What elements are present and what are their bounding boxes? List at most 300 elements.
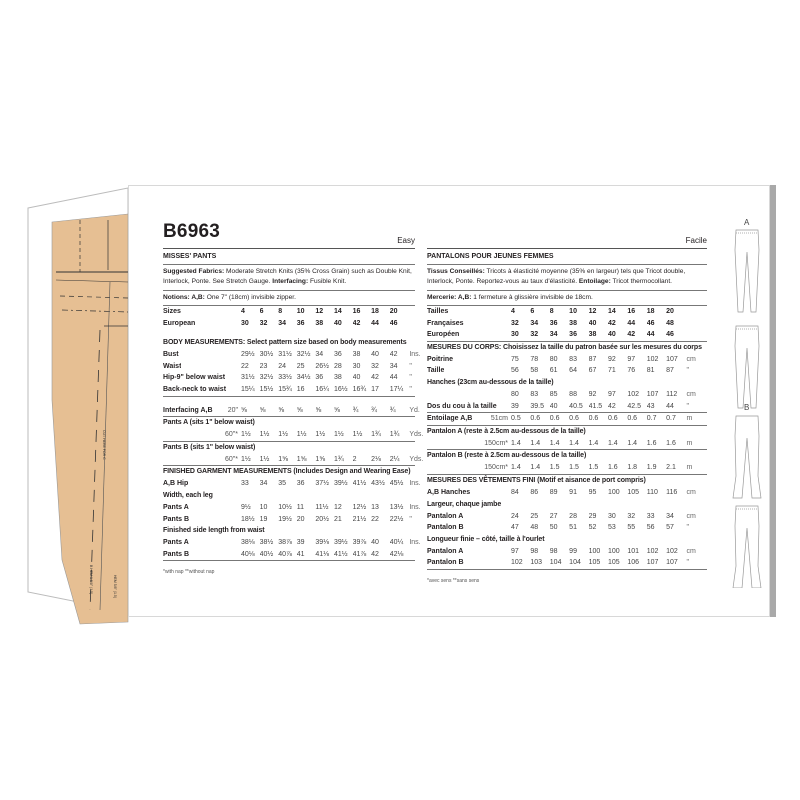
info-label: Suggested Fabrics: <box>163 267 225 275</box>
cell-value: 36 <box>569 331 577 339</box>
cell-value: 41⅞ <box>352 550 367 558</box>
cell-value: 1½ <box>352 431 363 439</box>
cell-value: 40 <box>607 331 616 339</box>
cell-value: 22 <box>371 515 379 523</box>
unit: cm <box>686 547 696 555</box>
cell-value: 116 <box>666 489 678 497</box>
cell-value: ¾ <box>352 406 359 414</box>
table-row <box>163 318 415 330</box>
cell-value: 38 <box>315 319 324 327</box>
unit: Ins. <box>409 351 421 359</box>
table-row <box>163 349 421 361</box>
pants-a-back-icon <box>735 326 759 408</box>
row-label-cell <box>427 306 511 318</box>
section-heading: Pants A (sits 1" below waist) <box>163 419 255 427</box>
cell-value: 1½ <box>278 431 288 439</box>
table-row <box>427 546 707 558</box>
cell-value: 51 <box>569 524 577 532</box>
cell-value: 19 <box>259 515 268 523</box>
row-label: A,B Hip <box>163 480 189 488</box>
cell-value: 24 <box>278 362 286 370</box>
cell-value: 0.6 <box>569 415 579 423</box>
cell-value: 86 <box>530 489 539 497</box>
row-label-cell <box>163 514 241 526</box>
pants-b-front-icon <box>733 416 761 498</box>
garment-title: MISSES' PANTS <box>163 249 415 265</box>
cell-value: 20 <box>389 308 398 316</box>
row-label-cell <box>163 384 241 396</box>
cell-value: 102 <box>666 547 678 555</box>
cell-value: 38⅛ <box>241 539 255 547</box>
view-a-label: A <box>744 218 750 227</box>
cell-value: 28 <box>333 362 342 370</box>
cell-value: 1½ <box>241 431 251 439</box>
cell-value: 104 <box>569 559 581 567</box>
table-row <box>427 462 707 475</box>
cell-value: 1.6 <box>666 439 676 447</box>
cell-value: 42 <box>607 402 616 410</box>
cell-value: 102 <box>646 355 659 363</box>
cell-value: 75 <box>511 355 519 363</box>
cell-value: 89 <box>549 489 558 497</box>
cell-value: 31½ <box>241 374 255 382</box>
cell-value: 42 <box>371 374 379 382</box>
table-row <box>427 318 707 330</box>
cell-value: 4 <box>241 308 245 316</box>
cell-value: ¾ <box>389 406 396 414</box>
cell-value: 2¼ <box>389 455 400 463</box>
cell-value: 21½ <box>352 515 367 523</box>
row-label-cell <box>163 318 241 330</box>
cell-value: 18 <box>371 308 379 316</box>
cell-value: 1.4 <box>588 439 599 447</box>
cell-value: 22 <box>241 362 249 370</box>
info-text: Tricots à élasticité moyenne (35% en largeur) tels que Tricot double, Interlock, Ponte. Reportez-vous au taux d'élasticité. <box>427 267 686 286</box>
cell-value: 56 <box>646 524 655 532</box>
line-drawings <box>727 218 777 588</box>
section-heading: Finished side length from waist <box>163 527 265 535</box>
cell-value: 4 <box>511 308 515 316</box>
cell-value: 10½ <box>278 504 292 512</box>
cell-value: 40⅛ <box>241 550 255 558</box>
cell-value: 105 <box>588 559 601 567</box>
cell-value: 36 <box>296 319 305 327</box>
row-label-cell <box>163 478 241 490</box>
cell-value: 40.5 <box>569 402 583 410</box>
cell-value: 34 <box>549 331 558 339</box>
cell-value: 11½ <box>315 504 329 512</box>
row-label: Interfacing A,B <box>163 406 213 414</box>
info-label: Tissus Conseillés: <box>427 267 485 275</box>
cell-value: 42.5 <box>627 402 641 410</box>
cell-value: 91 <box>569 489 577 497</box>
cell-value: ¾ <box>371 406 377 414</box>
cell-value: 38⅞ <box>278 539 292 547</box>
row-label-cell <box>427 546 511 558</box>
info-text: One 7" (18cm) invisible zipper. <box>204 293 296 301</box>
unit: cm <box>686 512 696 520</box>
cell-value: 112 <box>666 391 678 399</box>
cell-value: 8 <box>278 308 283 316</box>
cell-value: 8 <box>549 308 554 316</box>
cell-value: 44 <box>389 374 398 382</box>
table-row <box>427 401 707 414</box>
cell-value: 12 <box>315 308 324 316</box>
cell-value: ⅝ <box>296 406 303 414</box>
table-row <box>427 354 707 366</box>
cell-value: 38 <box>352 351 361 359</box>
cell-value: 105 <box>607 559 620 567</box>
cell-value: 2 <box>352 455 357 463</box>
pants-b-back-icon <box>733 506 761 588</box>
cell-value: 1.5 <box>549 464 560 472</box>
cell-value: 97 <box>607 391 616 399</box>
cell-value: 107 <box>646 391 659 399</box>
cell-value: ⅝ <box>333 406 340 414</box>
cell-value: 43½ <box>371 480 385 488</box>
cell-value: 13 <box>371 504 379 512</box>
difficulty-level: Easy <box>397 236 415 246</box>
cell-value: 40 <box>352 374 361 382</box>
unit: Ins. <box>409 480 421 488</box>
cell-value: 102 <box>627 391 640 399</box>
cell-value: 0.6 <box>588 415 599 423</box>
table-row <box>427 413 707 426</box>
cell-value: 1.5 <box>588 464 599 472</box>
cell-value: 58 <box>530 367 539 375</box>
cell-value: 0.6 <box>627 415 638 423</box>
cell-value: 92 <box>607 355 616 363</box>
row-label-cell <box>163 349 241 361</box>
row-label: Sizes <box>163 308 181 316</box>
cell-value: 42⅛ <box>389 550 404 558</box>
row-label: Pants B <box>163 550 190 558</box>
cell-value: 1.8 <box>627 464 638 472</box>
pants-illustrations <box>727 218 777 588</box>
row-label: Bust <box>163 351 179 359</box>
cell-value: 1.4 <box>530 464 541 472</box>
table-row <box>163 372 415 384</box>
table-row <box>163 514 415 526</box>
table-row <box>163 549 415 562</box>
cell-value: 20 <box>666 308 674 316</box>
footnote: *avec sens **sans sens <box>427 578 480 584</box>
cell-value: 32 <box>259 319 268 327</box>
table-row <box>427 522 707 534</box>
cell-value: 26½ <box>315 362 329 370</box>
difficulty-level: Facile <box>685 236 707 246</box>
cell-value: 38 <box>333 374 342 382</box>
table-row <box>427 511 707 523</box>
cell-value: 47 <box>511 524 519 532</box>
cell-value: 1½ <box>333 431 344 439</box>
cell-value: 24 <box>511 512 519 520</box>
row-label: Entoilage A,B <box>427 415 473 423</box>
row-label-cell <box>163 429 241 441</box>
cell-value: 40 <box>549 402 558 410</box>
row-label: A,B Hanches <box>427 489 471 497</box>
row-label: European <box>163 319 196 327</box>
cell-value: 0.6 <box>549 415 560 423</box>
cell-value: 30½ <box>259 351 274 359</box>
unit: Ins. <box>409 539 421 547</box>
cell-value: 17¼ <box>389 386 404 394</box>
table-row <box>163 384 415 397</box>
cell-value: 39⅛ <box>315 539 329 547</box>
cell-value: 34 <box>389 362 398 370</box>
cell-value: 34½ <box>296 374 311 382</box>
cell-value: 101 <box>627 547 640 555</box>
cell-value: 39 <box>511 402 519 410</box>
cell-value: 17 <box>371 386 379 394</box>
spacer <box>163 397 415 405</box>
cell-value: 30 <box>241 319 249 327</box>
section-heading: FINISHED GARMENT MEASUREMENTS (Includes Design and Wearing Ease) <box>163 468 411 476</box>
cell-value: 16 <box>296 386 305 394</box>
info-text: 1 fermeture à glissière invisible de 18cm. <box>471 293 593 301</box>
row-label-cell <box>427 557 511 569</box>
table-row <box>427 329 707 342</box>
cell-value: 34 <box>259 480 268 488</box>
cell-value: 16 <box>627 308 636 316</box>
row-label-cell <box>427 354 511 366</box>
unit: Yds. <box>409 455 424 463</box>
row-label-cell <box>163 549 241 561</box>
cell-value: 25 <box>296 362 305 370</box>
cell-value: 83 <box>569 355 577 363</box>
cell-value: 46 <box>389 319 398 327</box>
cell-value: 78 <box>530 355 539 363</box>
table-row <box>427 306 707 318</box>
cell-value: 1½ <box>296 431 307 439</box>
cell-value: 15¼ <box>241 386 255 394</box>
unit: " <box>686 559 690 567</box>
cell-value: 19½ <box>278 515 292 523</box>
cell-value: 2⅛ <box>371 455 381 463</box>
french-column <box>427 228 707 588</box>
cell-value: 102 <box>646 547 659 555</box>
view-b-label: B <box>744 403 750 412</box>
cell-value: 12 <box>333 504 342 512</box>
cell-value: 44 <box>371 319 379 327</box>
table-row <box>427 487 707 499</box>
cell-value: 1.4 <box>549 439 560 447</box>
cell-value: 36 <box>296 480 305 488</box>
cell-value: 10 <box>259 504 268 512</box>
section-heading: BODY MEASUREMENTS: Select pattern size based on body measurements <box>163 339 407 347</box>
cell-value: 16¼ <box>315 386 329 394</box>
cell-value: 104 <box>549 559 562 567</box>
cell-value: 84 <box>511 489 519 497</box>
row-label: Pantalon B <box>427 524 464 532</box>
row-label-cell <box>427 462 511 474</box>
cell-value: 30 <box>607 512 616 520</box>
cell-value: 39⅞ <box>352 539 367 547</box>
yardage-width: 60"* <box>225 431 238 439</box>
cell-value: 41 <box>296 550 305 558</box>
cell-value: 23 <box>259 362 268 370</box>
info-paragraph <box>163 291 415 307</box>
cell-value: 44 <box>627 319 636 327</box>
unit: " <box>409 374 412 382</box>
cell-value: 34 <box>530 319 539 327</box>
row-label-cell <box>427 318 511 330</box>
cell-value: 42 <box>389 351 398 359</box>
row-label-cell <box>427 401 511 413</box>
cell-value: 106 <box>627 559 640 567</box>
cell-value: 52 <box>588 524 597 532</box>
cell-value: 1.4 <box>569 439 579 447</box>
info-paragraph <box>427 291 707 307</box>
unit: cm <box>686 391 696 399</box>
cell-value: 32½ <box>296 351 311 359</box>
table-row <box>163 478 421 490</box>
table-row <box>427 389 707 401</box>
cell-value: 32½ <box>259 374 274 382</box>
cell-value: 15¾ <box>278 386 292 394</box>
garment-title: PANTALONS POUR JEUNES FEMMES <box>427 249 707 265</box>
cell-value: 1.5 <box>569 464 579 472</box>
cell-value: 71 <box>607 367 616 375</box>
cell-value: 97 <box>511 547 519 555</box>
unit: m <box>686 415 693 423</box>
cell-value: 107 <box>666 559 678 567</box>
row-label-cell <box>427 329 511 341</box>
row-label: Poitrine <box>427 355 454 363</box>
row-label-cell <box>427 438 511 450</box>
cell-value: 36 <box>333 351 342 359</box>
cell-value: 67 <box>588 367 597 375</box>
row-label: Européen <box>427 331 460 339</box>
section-heading: MESURES DES VÊTEMENTS FINI (Motif et aisance de port compris) <box>427 477 646 485</box>
unit <box>408 549 409 561</box>
info-text: Fusible Knit. <box>308 278 347 286</box>
cell-value: 85 <box>549 391 558 399</box>
cell-value: 1½ <box>259 431 270 439</box>
row-label: Pants B <box>163 515 190 523</box>
cell-value: 1⅝ <box>296 455 307 463</box>
cell-value: 27 <box>549 512 558 520</box>
info-label: Entoilage: <box>578 278 611 286</box>
cell-value: 16 <box>352 308 361 316</box>
cell-value: 40 <box>371 539 379 547</box>
cell-value: ⅝ <box>278 406 285 414</box>
section-heading: Pants B (sits 1" below waist) <box>163 443 256 451</box>
table-row <box>427 365 707 377</box>
cell-value: 1.4 <box>530 439 541 447</box>
cell-value: 1⅝ <box>315 455 326 463</box>
cell-value: 30 <box>511 331 519 339</box>
cell-value: ⅝ <box>259 406 266 414</box>
row-label: Waist <box>163 362 182 370</box>
section-heading: Hanches (23cm au-dessous de la taille) <box>427 379 554 387</box>
cell-value: 14 <box>607 308 616 316</box>
unit: " <box>686 402 690 410</box>
cell-value: 80 <box>511 391 519 399</box>
cell-value: 1¾ <box>333 455 344 463</box>
row-label-cell <box>163 372 241 384</box>
unit: " <box>409 515 412 523</box>
cell-value: 35 <box>278 480 286 488</box>
cell-value: 100 <box>607 489 620 497</box>
cell-value: 105 <box>627 489 640 497</box>
cell-value: 38 <box>588 331 597 339</box>
cell-value: 1.4 <box>607 439 618 447</box>
pattern-number: B6963 <box>163 221 220 242</box>
info-text: Moderate Stretch Knits (35% Cross Grain) such as Double Knit, Interlock, Ponte. See Stretch Gauge. <box>163 267 412 286</box>
table-row <box>163 306 415 318</box>
table-row <box>163 361 415 373</box>
yardage-width: 60"* <box>225 455 238 463</box>
cell-value: 97 <box>627 355 636 363</box>
cell-value: 10 <box>569 308 577 316</box>
cell-value: 34 <box>666 512 674 520</box>
flap-marking: B HEM 1 5/8" (1.5) <box>89 565 93 595</box>
cell-value: 44 <box>666 402 674 410</box>
info-paragraph <box>427 265 707 291</box>
cell-value: 6 <box>259 308 264 316</box>
cell-value: 103 <box>530 559 543 567</box>
row-label: Tailles <box>427 308 449 316</box>
cell-value: 2.1 <box>666 464 676 472</box>
unit: " <box>686 367 690 375</box>
flap-marking: HEM 5/8" (1.5) <box>113 575 117 599</box>
table-row <box>163 429 424 442</box>
cell-value: 38½ <box>259 539 274 547</box>
cell-value: 38 <box>569 319 577 327</box>
cell-value: 11 <box>296 504 305 512</box>
cell-value: 55 <box>627 524 636 532</box>
table-row <box>427 438 707 451</box>
cell-value: 30 <box>352 362 361 370</box>
cell-value: 57 <box>666 524 674 532</box>
footnote: *with nap **without nap <box>163 569 215 576</box>
cell-value: 29½ <box>241 351 255 359</box>
cell-value: 10 <box>296 308 305 316</box>
row-label: Taille <box>427 367 445 375</box>
cell-value: 107 <box>666 355 678 363</box>
cell-value: 1¾ <box>389 431 400 439</box>
cell-value: 110 <box>646 489 658 497</box>
cell-value: 9½ <box>241 504 251 512</box>
cell-value: ⅝ <box>241 406 247 414</box>
cell-value: 0.5 <box>511 415 521 423</box>
cell-value: 22½ <box>389 515 404 523</box>
unit: " <box>409 362 412 370</box>
row-label-cell <box>163 361 241 373</box>
cell-value: 41.5 <box>588 402 603 410</box>
info-paragraph <box>163 265 415 291</box>
cell-value: 40¼ <box>389 539 404 547</box>
yardage-width: 150cm* <box>484 464 508 472</box>
cell-value: 42 <box>352 319 361 327</box>
cell-value: 87 <box>588 355 597 363</box>
column-header <box>427 228 707 249</box>
cell-value: 21 <box>333 515 342 523</box>
cell-value: 36 <box>315 374 324 382</box>
cell-value: 0.7 <box>646 415 657 423</box>
cell-value: 31½ <box>278 351 292 359</box>
cell-value: 32 <box>627 512 636 520</box>
spacer <box>163 329 415 337</box>
row-label-cell <box>163 502 241 514</box>
cell-value: 100 <box>588 547 601 555</box>
cell-value: 42 <box>607 319 616 327</box>
table-row <box>427 557 707 570</box>
cell-value: 102 <box>511 559 523 567</box>
cell-value: 48 <box>530 524 539 532</box>
cell-value: 0.6 <box>530 415 541 423</box>
